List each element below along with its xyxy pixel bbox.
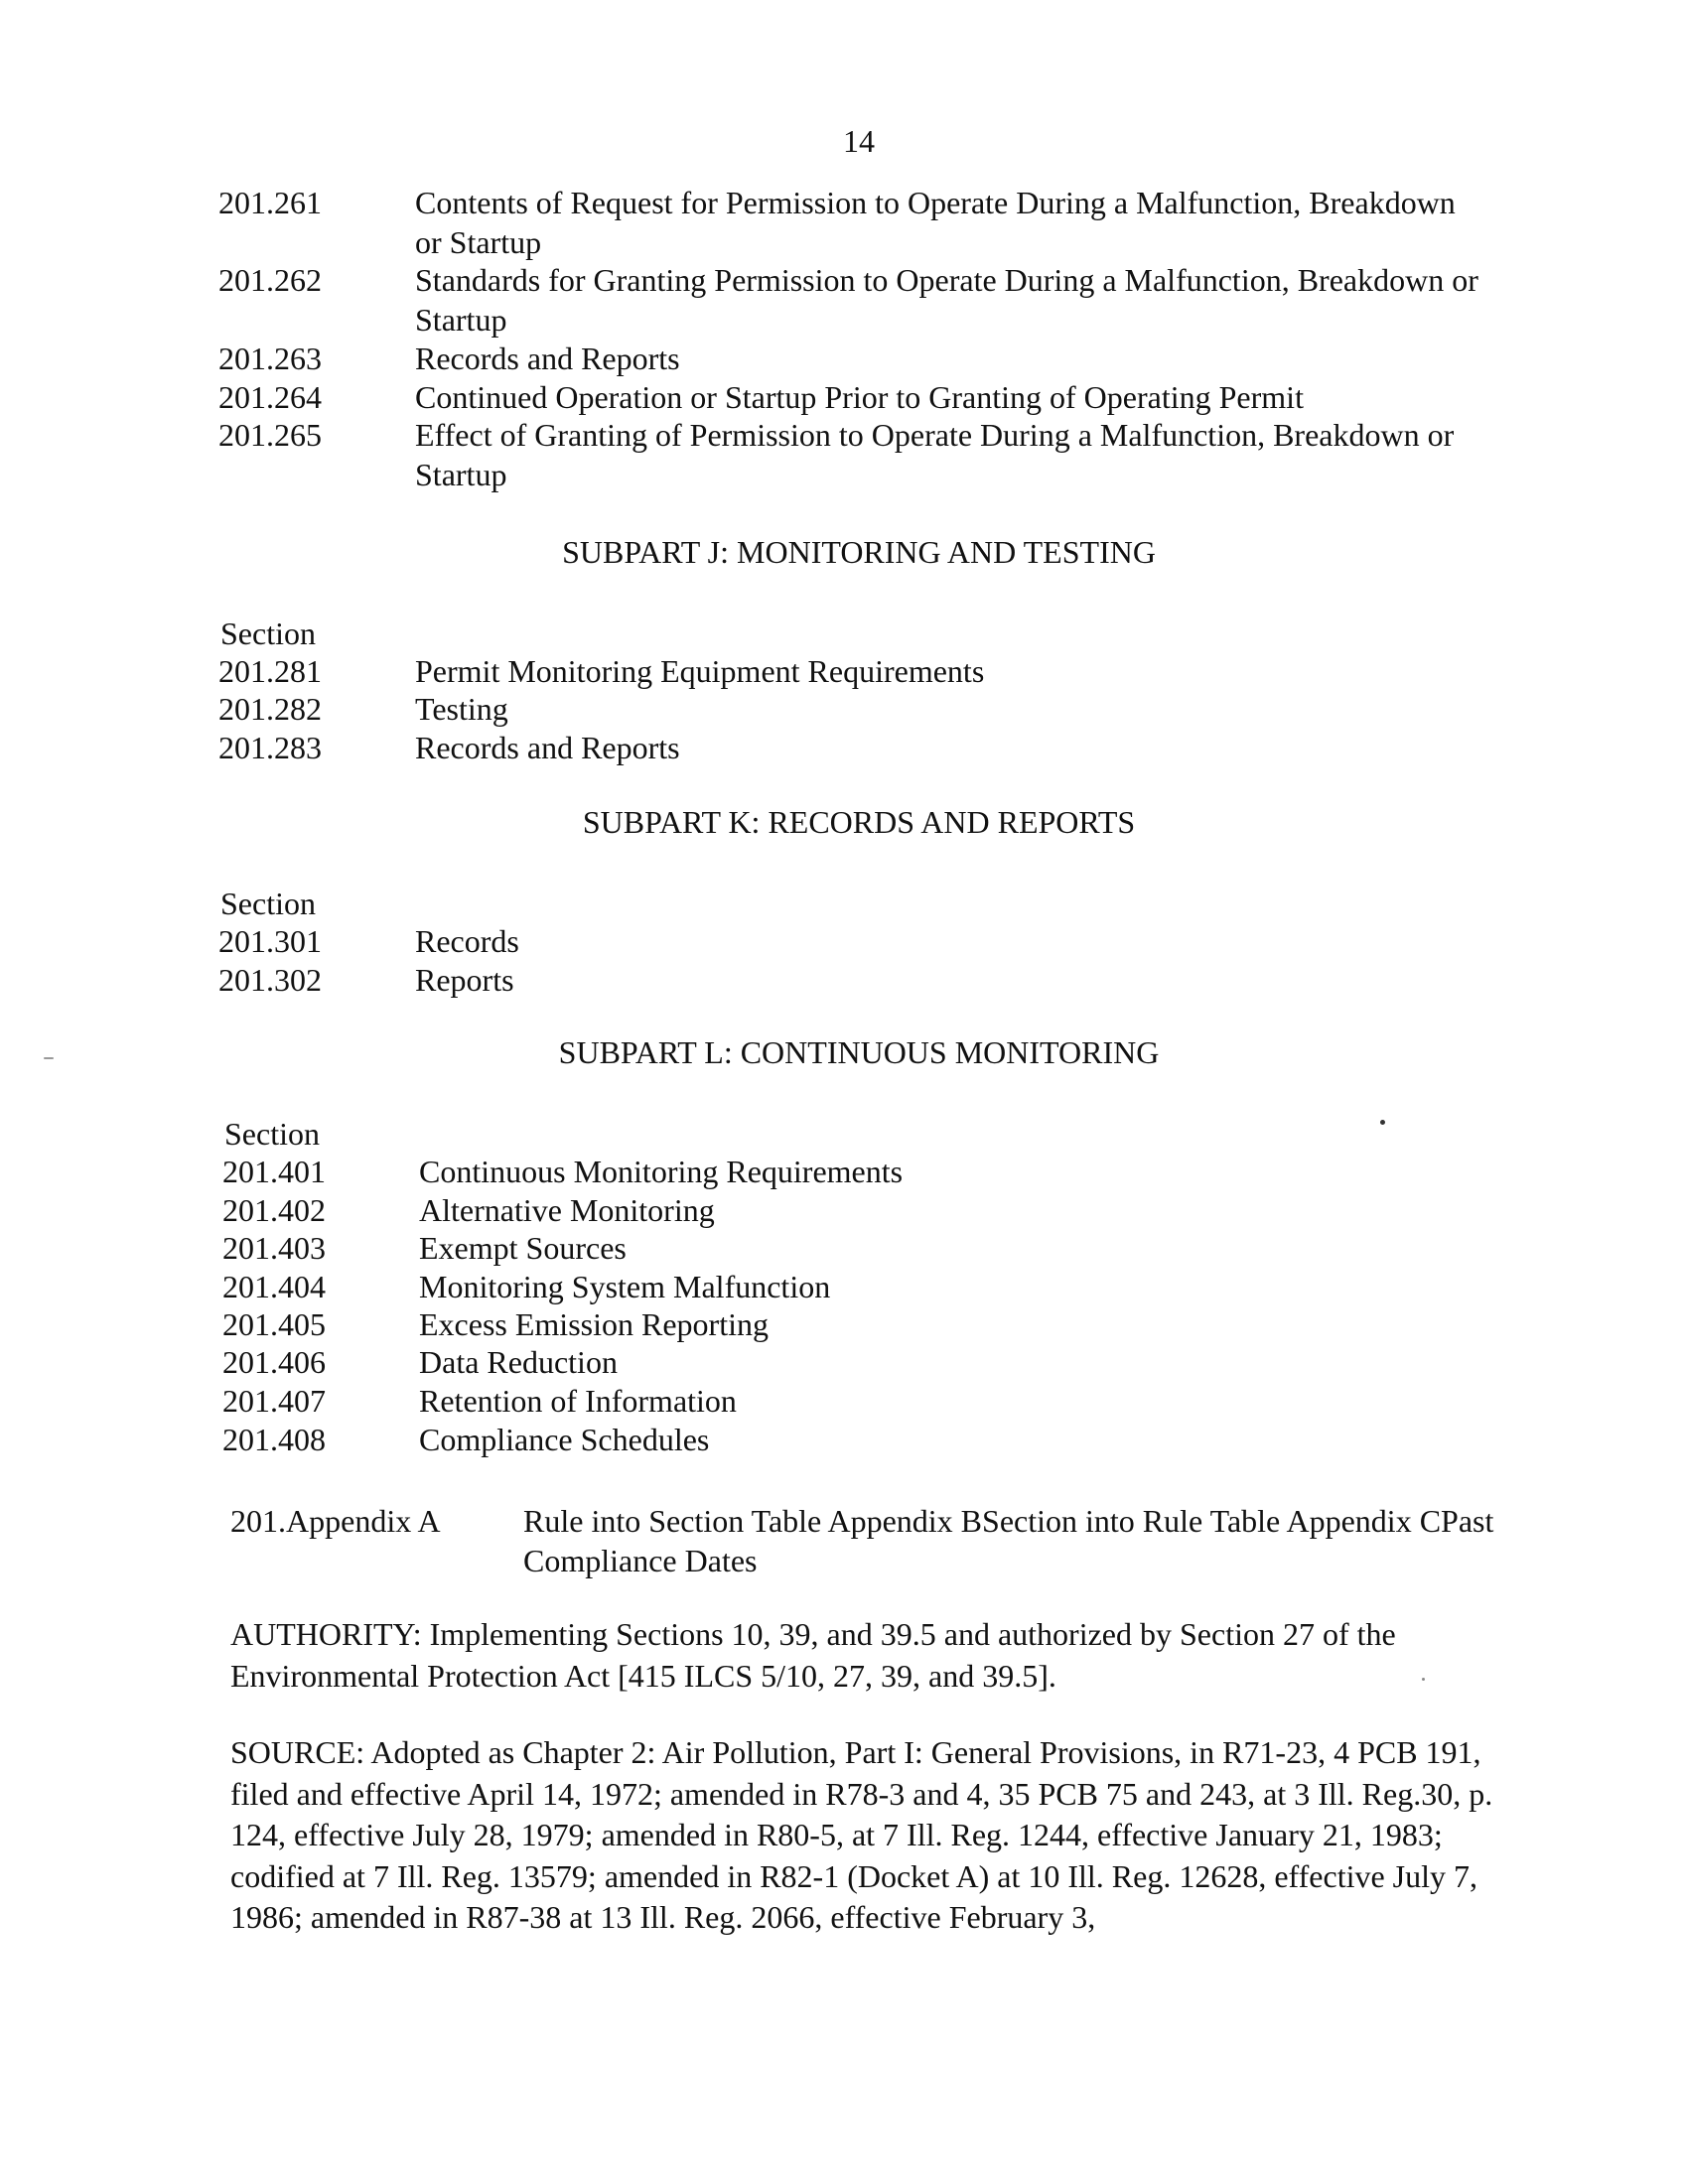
section-title: Records and Reports bbox=[415, 730, 680, 765]
appendix-title: Rule into Section Table Appendix BSection into Rule Table Appendix CPast Compliance Dates bbox=[523, 1503, 1494, 1578]
section-title: Records bbox=[415, 923, 519, 959]
section-number: 201.283 bbox=[218, 730, 322, 765]
section-number: 201.281 bbox=[218, 653, 322, 689]
section-title: Testing bbox=[415, 691, 508, 727]
section-title: Effect of Granting of Permission to Operate During a Malfunction, Breakdown or Startup bbox=[415, 417, 1455, 492]
section-number: 201.408 bbox=[222, 1422, 326, 1457]
section-number: 201.301 bbox=[218, 923, 322, 959]
section-title: Alternative Monitoring bbox=[419, 1192, 715, 1228]
scan-speck bbox=[44, 1057, 54, 1059]
section-label: Section bbox=[224, 1116, 320, 1152]
section-number: 201.265 bbox=[218, 417, 322, 453]
section-title: Permit Monitoring Equipment Requirements bbox=[415, 653, 985, 689]
section-title: Reports bbox=[415, 962, 514, 998]
authority-paragraph: AUTHORITY: Implementing Sections 10, 39, and 39.5 and authorized by Section 27 of the Environmental Protection Act [415 ILCS 5/10, 27, 39, and 39.5]. bbox=[230, 1616, 1396, 1694]
section-title: Data Reduction bbox=[419, 1344, 618, 1380]
section-number: 201.263 bbox=[218, 341, 322, 376]
section-number: 201.407 bbox=[222, 1383, 326, 1419]
section-number: 201.282 bbox=[218, 691, 322, 727]
section-label: Section bbox=[220, 615, 316, 651]
subpart-k-heading: SUBPART K: RECORDS AND REPORTS bbox=[582, 804, 1136, 840]
scan-speck bbox=[1422, 1678, 1425, 1681]
scan-speck bbox=[1380, 1120, 1385, 1125]
section-title: Excess Emission Reporting bbox=[419, 1306, 769, 1342]
section-title: Records and Reports bbox=[415, 341, 680, 376]
section-title: Retention of Information bbox=[419, 1383, 737, 1419]
section-label: Section bbox=[220, 886, 316, 921]
section-title: Continued Operation or Startup Prior to Granting of Operating Permit bbox=[415, 379, 1304, 415]
subpart-j-heading: SUBPART J: MONITORING AND TESTING bbox=[562, 534, 1156, 570]
section-title: Monitoring System Malfunction bbox=[419, 1269, 831, 1304]
section-number: 201.402 bbox=[222, 1192, 326, 1228]
section-title: Exempt Sources bbox=[419, 1230, 627, 1266]
section-title: Compliance Schedules bbox=[419, 1422, 710, 1457]
section-number: 201.302 bbox=[218, 962, 322, 998]
section-number: 201.401 bbox=[222, 1154, 326, 1189]
page-number: 14 bbox=[843, 123, 875, 159]
section-number: 201.403 bbox=[222, 1230, 326, 1266]
section-title: Contents of Request for Permission to Operate During a Malfunction, Breakdown or Startup bbox=[415, 185, 1456, 260]
section-number: 201.262 bbox=[218, 262, 322, 298]
section-number: 201.264 bbox=[218, 379, 322, 415]
section-number: 201.405 bbox=[222, 1306, 326, 1342]
section-title: Standards for Granting Permission to Operate During a Malfunction, Breakdown or Startup bbox=[415, 262, 1478, 338]
subpart-l-heading: SUBPART L: CONTINUOUS MONITORING bbox=[558, 1034, 1160, 1070]
section-number: 201.406 bbox=[222, 1344, 326, 1380]
appendix-number: 201.Appendix A bbox=[230, 1503, 441, 1539]
section-number: 201.404 bbox=[222, 1269, 326, 1304]
section-title: Continuous Monitoring Requirements bbox=[419, 1154, 904, 1189]
source-paragraph: SOURCE: Adopted as Chapter 2: Air Pollution, Part I: General Provisions, in R71-23, 4 PCB 191, filed and effective April 14, 1972; amended in R78-3 and 4, 35 PCB 75 and 243, at 3 Ill. Reg.30, p. 124, effective July 28, 1979; amended in R80-5, at 7 Ill. Reg. 1244, effective January 21, 1983; codified at 7 Ill. Reg. 13579; amended in R82-1 (Docket A) at 10 Ill. Reg. 12628, effective July 7, 1986; amended in R87-38 at 13 Ill. Reg. 2066, effective February 3, bbox=[230, 1734, 1493, 1935]
section-number: 201.261 bbox=[218, 185, 322, 220]
